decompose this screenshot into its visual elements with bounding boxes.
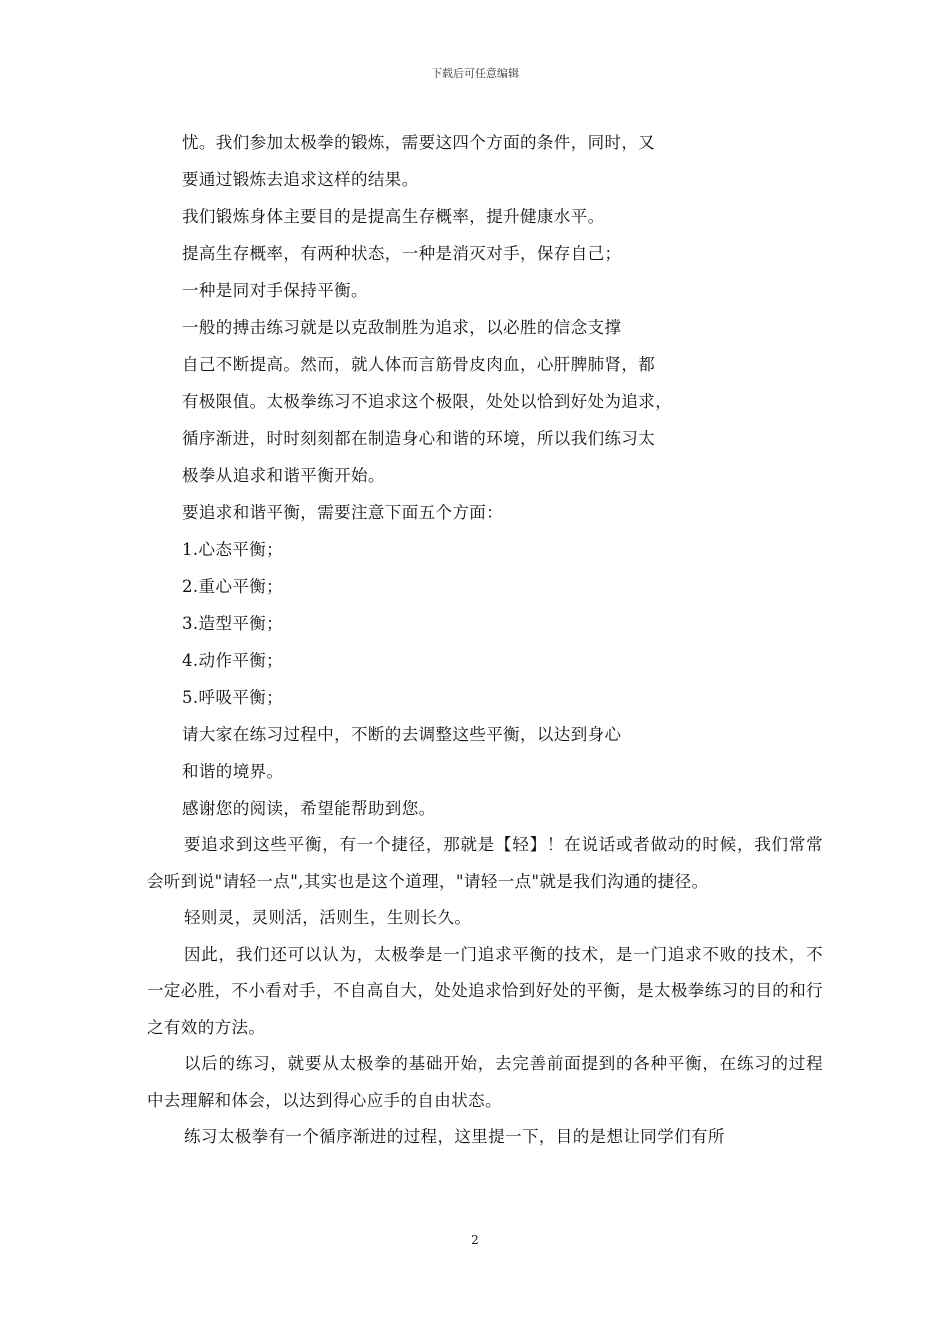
document-body bbox=[147, 124, 823, 1156]
list-item: 4.动作平衡； bbox=[182, 651, 284, 670]
list-item: 2.重心平衡； bbox=[182, 577, 284, 596]
paragraph: 轻则灵，灵则活，活则生，生则长久。 bbox=[184, 908, 472, 927]
text-line: 自己不断提高。然而，就人体而言筋骨皮肉血，心肝脾肺肾，都 bbox=[182, 355, 656, 374]
text-line: 我们锻炼身体主要目的是提高生存概率，提升健康水平。 bbox=[182, 207, 605, 226]
list-item: 1.心态平衡； bbox=[182, 540, 284, 559]
paragraph: 练习太极拳有一个循序渐进的过程，这里提一下，目的是想让同学们有所 bbox=[184, 1127, 725, 1146]
list-item: 5.呼吸平衡； bbox=[182, 688, 284, 707]
list-item: 3.造型平衡； bbox=[182, 614, 284, 633]
text-line: 要通过锻炼去追求这样的结果。 bbox=[182, 170, 419, 189]
page-number: 2 bbox=[471, 1233, 479, 1247]
paragraph: 要追求到这些平衡，有一个捷径，那就是【轻】！在说话或者做动的时候，我们常常会听到说"请轻一点",其实也是这个道理，"请轻一点"就是我们沟通的捷径。 bbox=[147, 835, 823, 891]
text-line: 要追求和谐平衡，需要注意下面五个方面： bbox=[182, 503, 504, 522]
text-line: 和谐的境界。 bbox=[182, 762, 284, 781]
text-line: 一种是同对手保持平衡。 bbox=[182, 281, 368, 300]
text-line: 循序渐进，时时刻刻都在制造身心和谐的环境，所以我们练习太 bbox=[182, 429, 656, 448]
text-line: 提高生存概率，有两种状态，一种是消灭对手，保存自己； bbox=[182, 244, 622, 263]
text-line: 有极限值。太极拳练习不追求这个极限，处处以恰到好处为追求， bbox=[182, 392, 673, 411]
text-line: 请大家在练习过程中，不断的去调整这些平衡，以达到身心 bbox=[182, 725, 622, 744]
text-line: 感谢您的阅读，希望能帮助到您。 bbox=[182, 799, 436, 818]
text-line: 忧。我们参加太极拳的锻炼，需要这四个方面的条件，同时，又 bbox=[182, 133, 656, 152]
page-header: 下载后可任意编辑 bbox=[431, 67, 519, 80]
paragraph: 因此，我们还可以认为，太极拳是一门追求平衡的技术，是一门追求不败的技术，不一定必胜，不小看对手，不自高自大，处处追求恰到好处的平衡，是太极拳练习的目的和行之有效的方法。 bbox=[147, 944, 823, 1037]
paragraph: 以后的练习，就要从太极拳的基础开始，去完善前面提到的各种平衡，在练习的过程中去理解和体会，以达到得心应手的自由状态。 bbox=[147, 1054, 823, 1110]
text-line: 极拳从追求和谐平衡开始。 bbox=[182, 466, 385, 485]
text-line: 一般的搏击练习就是以克敌制胜为追求，以必胜的信念支撑 bbox=[182, 318, 622, 337]
